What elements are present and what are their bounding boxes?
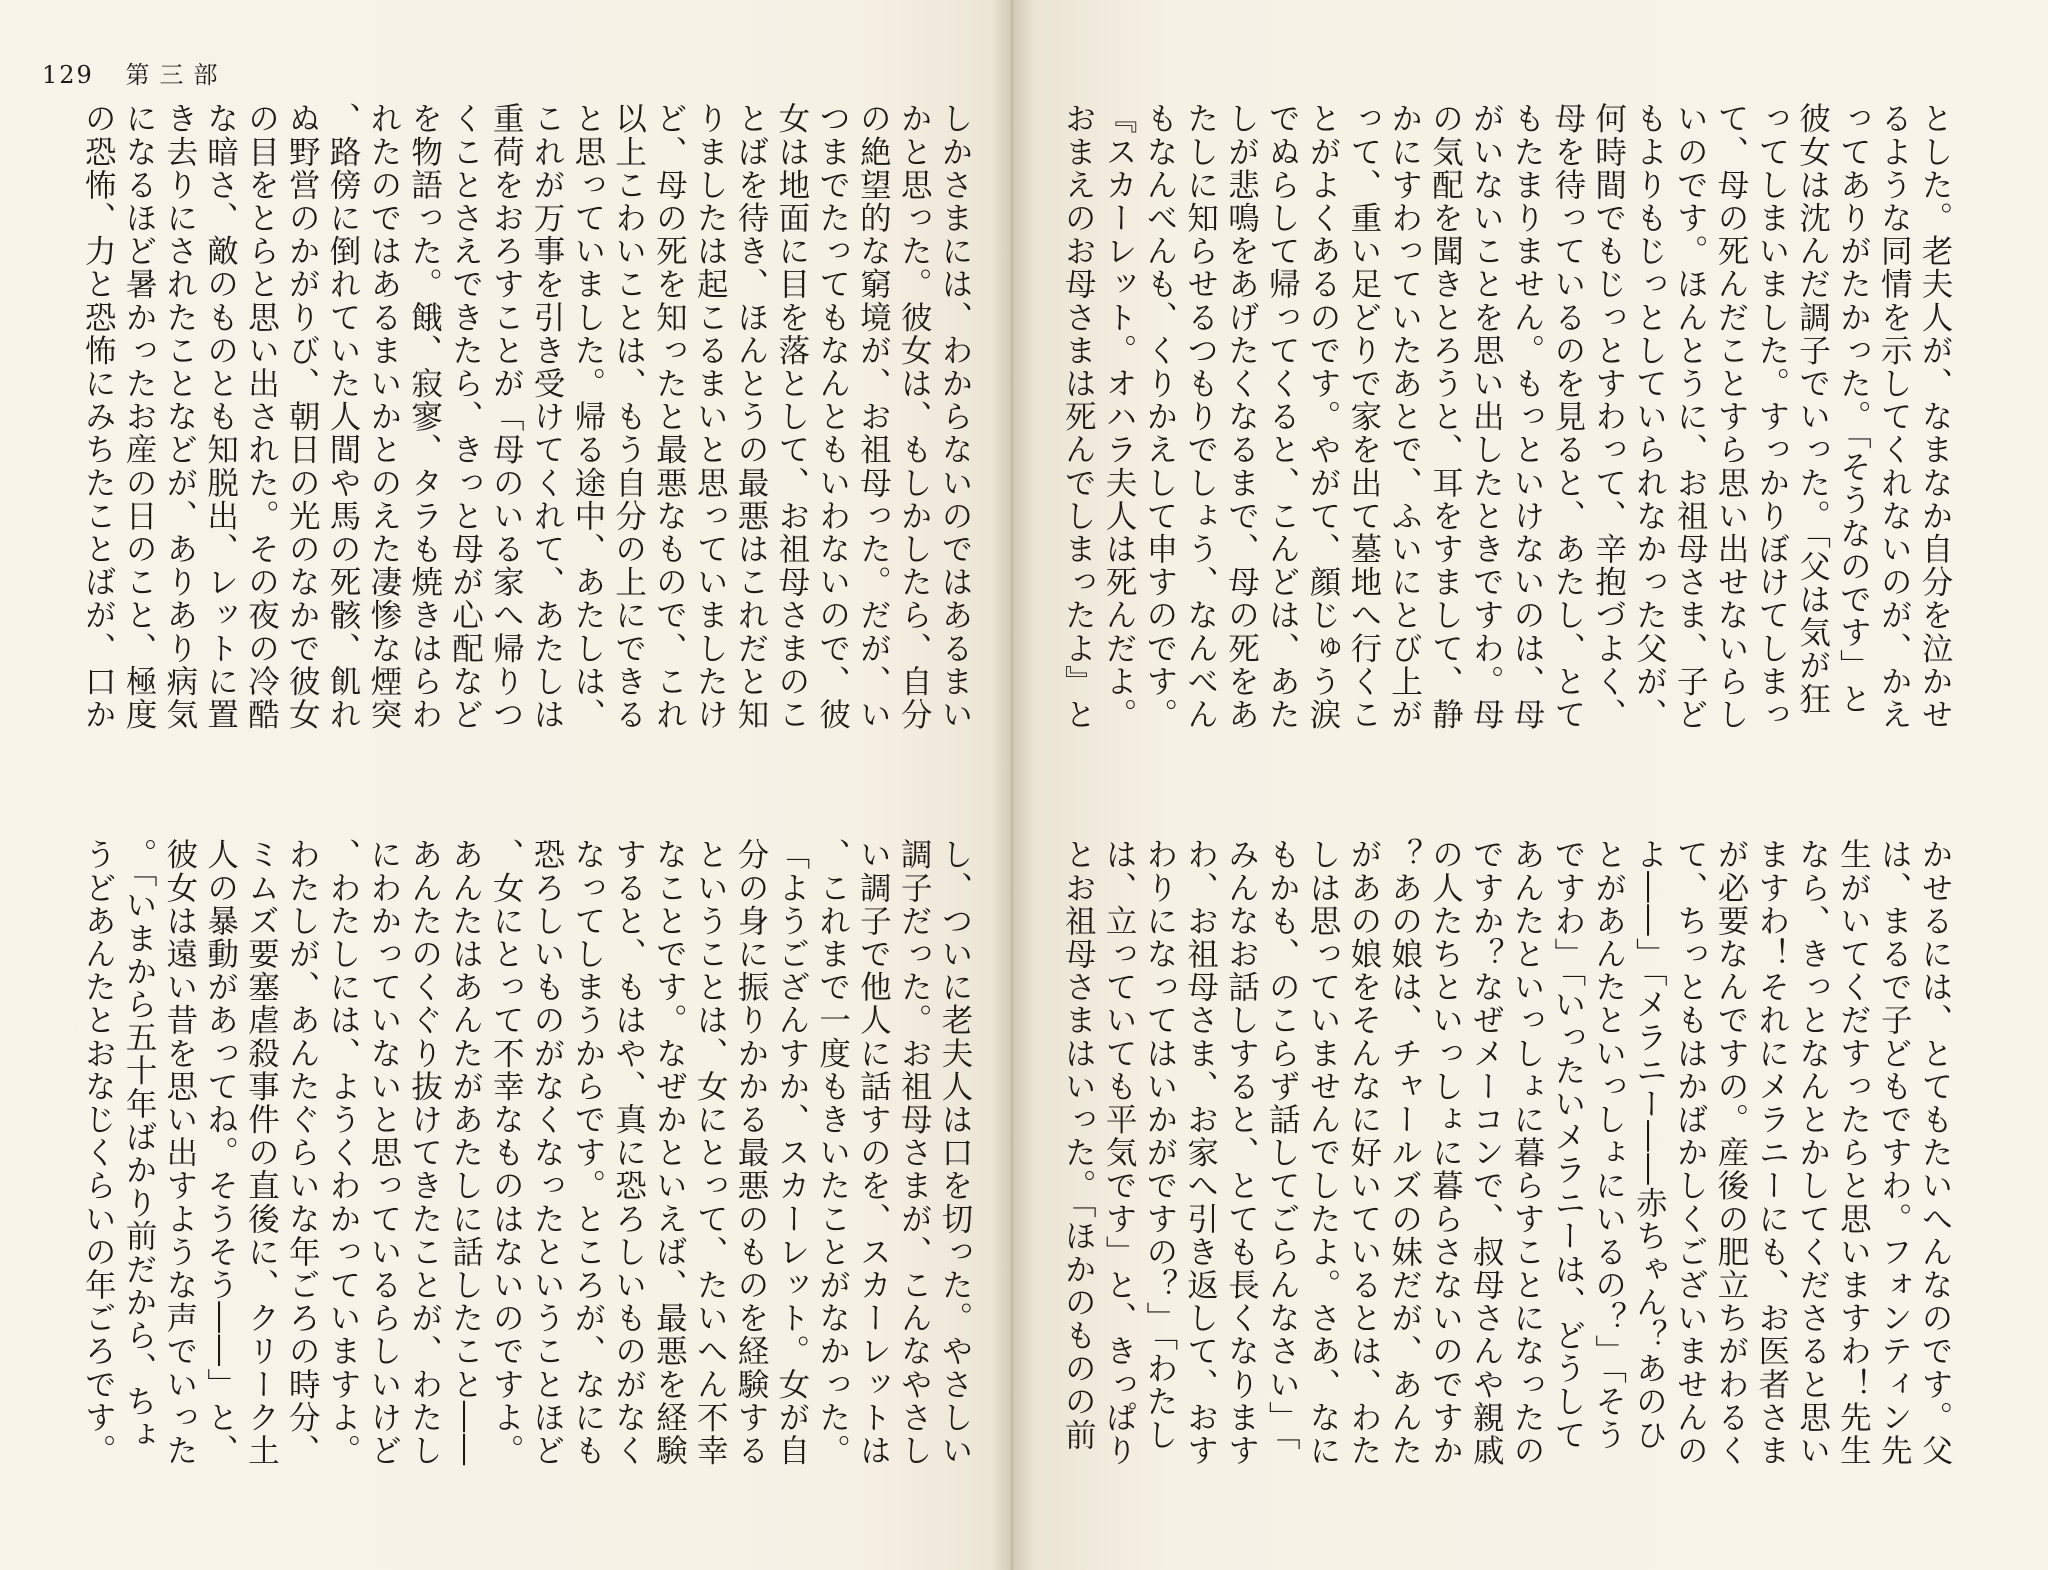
right-page-lower-text: かせるには、とてもたいへんなのです。父 は、まるで子どもですわ。フォンティン先 生がいてくだすったらと思いますわ！先生 なら、きっとなんとかしてくださると思い ますわ！それにメラニーにも、お医者さま が必要なんですの。産後の肥立ちがわるく て、ちっともはかばかしくございませんの よ――」「メラニー――赤ちゃん？あのひ とがあんたといっしょにいるの？」「そう ですわ」「いったいメラニーは、どうして あんたといっしょに暮らすことになったの ですか？なぜメーコンで、叔母さんや親戚 の人たちといっしょに暮らさないのですか ？あの娘は、チャールズの妹だが、あんた があの娘をそんなに好いているとは、わた しは思っていませんでしたよ。さあ、なに もかも、のこらず話してごらんなさい」「 みんなお話しすると、とても長くなります わ、お祖母さま、お家へ引き返して、おす わりになってはいかがですの？」「わたし は、立っていても平気です」と、きっぱり とお祖母さまはいった。「ほかのものの前 xyxy=(1060,838,1953,1467)
left-page-lower-text: し、ついに老夫人は口を切った。やさしい 調子だった。お祖母さまが、こんなやさし い調子で他人に話すのを、スカーレットは 、これまで一度もきいたことがなかった。 「ようござんすか、スカーレット。女が自 分の身に振りかかる最悪のものを経験する ということは、女にとって、たいへん不幸 なことです。なぜかといえば、最悪を経験 すると、もはや、真に恐ろしいものがなく なってしまうからです。ところが、なにも 恐ろしいものがなくなったということほど 、女にとって不幸なものはないのですよ。 あんたはあんたがあたしに話したこと―― あんたのくぐり抜けてきたことが、わたし にわかっていないと思っているらしいけど 、わたしには、ようくわかっていますよ。 わたしが、あんたぐらいな年ごろの時分、 ミムズ要塞虐殺事件の直後に、クリーク土 人の暴動があってね。そうそう――」と、 彼女は遠い昔を思い出すような声でいった 。「いまから五十年ばかり前だから、ちょ うどあんたとおなじくらいの年ごろです。 xyxy=(80,838,973,1467)
left-page-number: 129 xyxy=(42,61,94,89)
right-page-upper-text: とした。老夫人が、なまなか自分を泣かせ るような同情を示してくれないのが、かえ ってありがたかった。「そうなのです」と 彼女は沈んだ調子でいった。「父は気が狂 ってしまいました。すっかりぼけてしまっ て、母の死んだことすら思い出せないらし いのです。ほんとうに、お祖母さま、子ど もよりもじっとしていられなかった父が、 何時間でもじっとすわって、辛抱づよく、 母を待っているのを見ると、あたし、とて もたまりません。もっといけないのは、母 がいないことを思い出したときですわ。母 の気配を聞きとろうと、耳をすまして、静 かにすわっていたあとで、ふいにとび上が って、重い足どりで家を出て墓地へ行くこ とがよくあるのです。やがて、顔じゅう涙 でぬらして帰ってくると、こんどは、あた しが悲鳴をあげたくなるまで、母の死をあ たしに知らせるつもりでしょう、なんべん もなんべんも、くりかえして申すのです。 『スカーレット。オハラ夫人は死んだよ。 おまえのお母さまは死んでしまったよ』と xyxy=(1060,102,1953,731)
book-gutter xyxy=(990,0,1034,1570)
left-page-header xyxy=(42,55,227,90)
left-page-upper-text: しかさまには、わからないのではあるまい かと思った。彼女は、もしかしたら、自分 の絶望的な窮境が、お祖母った。だが、い つまでたってもなんともいわないので、彼 女は地面に目を落として、お祖母さまのこ とばを待き、ほんとうの最悪はこれだと知 りましたは起こるまいと思っていましたけ ど、母の死を知ったと最悪なもので、これ 以上こわいことは、もう自分の上にできる と思っていました。帰る途中、あたしは、 これが万事を引き受けてくれて、あたしは 重荷をおろすことが「母のいる家へ帰りつ くことさえできたら、きっと母が心配など を物語った。餓、寂寥、タラも焼きはらわ れたのではあるまいかとのえた凄惨な煙突 、路傍に倒れていた人間や馬の死骸、飢れ ぬ野営のかがりび、朝日の光のなかで彼女 の目をとらと思い出された。その夜の冷酷 な暗さ、敵のものとも知脱出、レットに置 き去りにされたことなどが、ありあり病気 になるほど暑かったお産の日のこと、極度 の恐怖、力と恐怖にみちたことばが、口か xyxy=(80,102,973,731)
running-head-chapter: 第三部 xyxy=(125,61,228,89)
